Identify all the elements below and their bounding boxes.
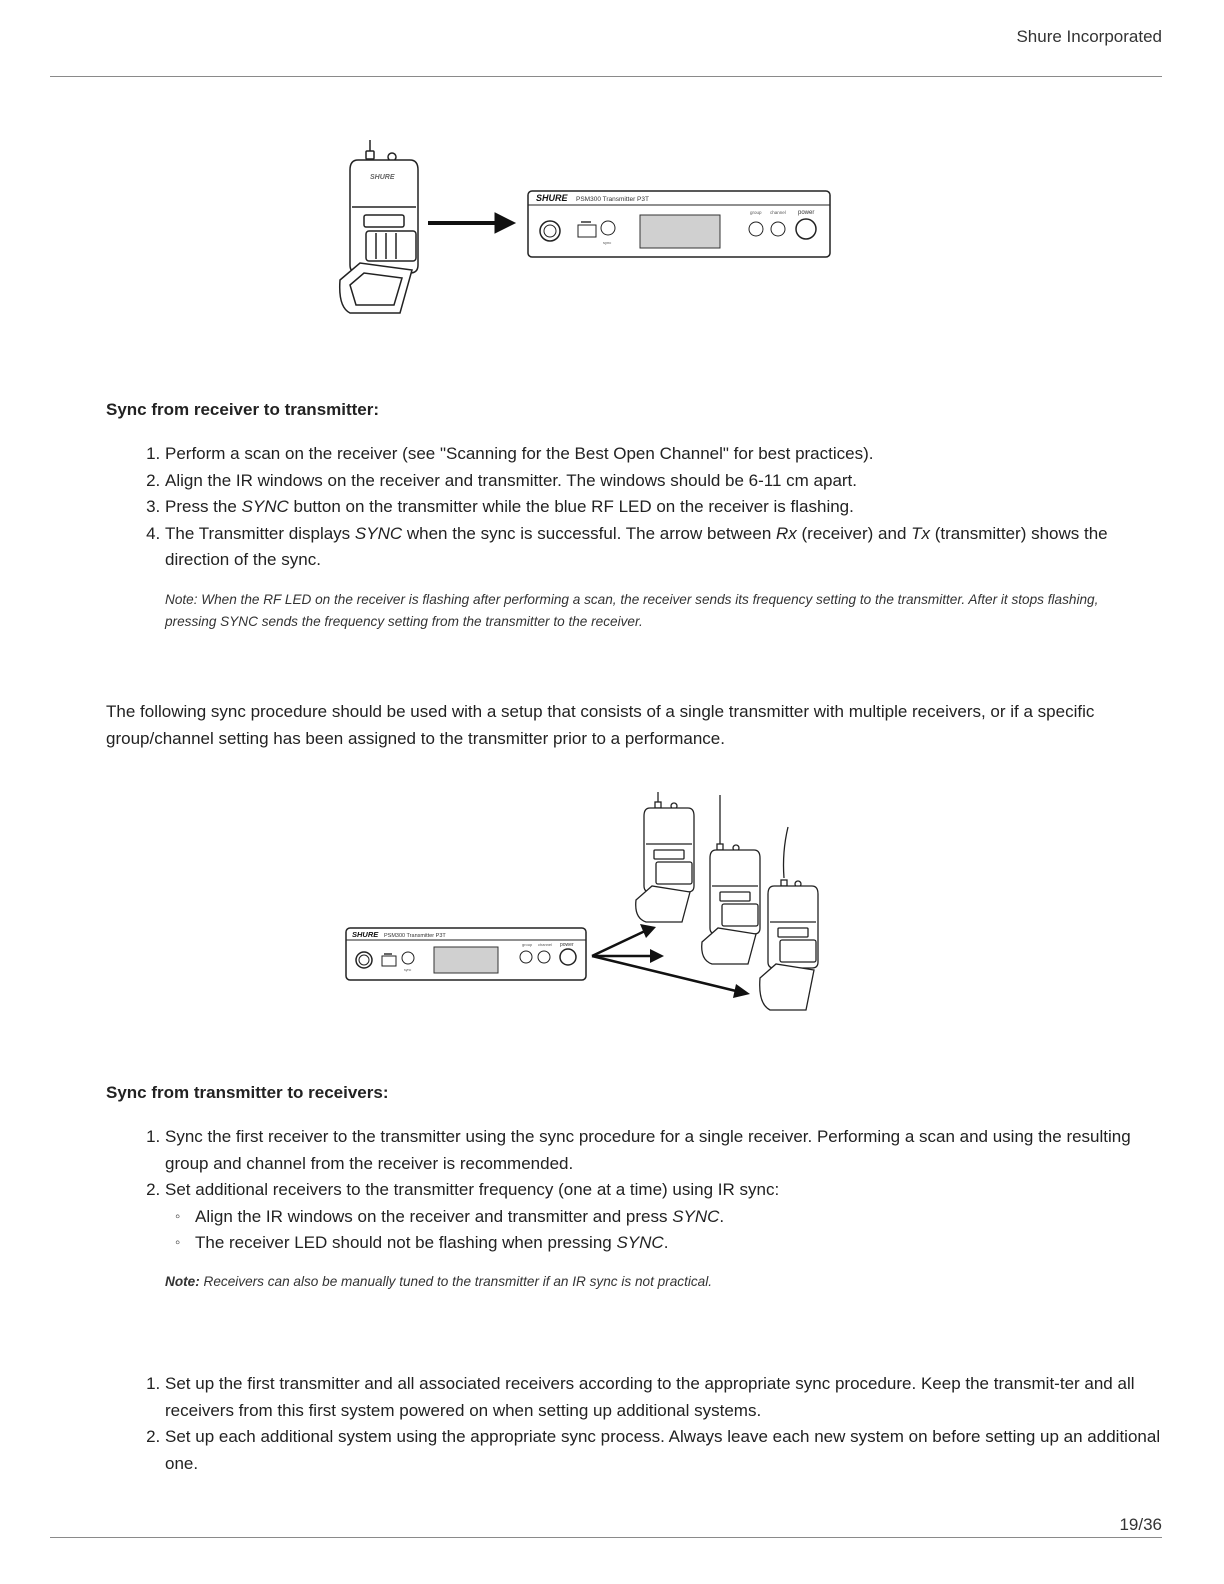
svg-text:PSM300 Transmitter P3T: PSM300 Transmitter P3T (384, 933, 446, 939)
bodypack-receiver-illustration (340, 140, 418, 313)
transmitter-illustration (528, 191, 830, 257)
steps-receiver-to-transmitter (106, 441, 1175, 574)
list-item: 4. The Transmitter displays SYNC when the sync is successful. The arrow between Rx (receiver) and Tx (transmitter) shows the direction of the sync. (165, 521, 1175, 574)
heading-sync-transmitter-to-receivers: Sync from transmitter to receivers: (106, 1083, 389, 1102)
bodypack-receiver-illustration (702, 795, 760, 964)
svg-text:PSM300 Transmitter P3T: PSM300 Transmitter P3T (576, 196, 649, 203)
svg-text:power: power (560, 942, 574, 948)
svg-text:SHURE: SHURE (370, 174, 395, 181)
list-item: 1. Set up the first transmitter and all associated receivers according to the appropriate sync procedure. Keep the transmit-ter and all receivers from this first system powered on when setting up additional systems. (165, 1371, 1175, 1424)
svg-text:power: power (798, 210, 815, 216)
bodypack-receiver-illustration (760, 827, 818, 1010)
list-item: 2. Set additional receivers to the transmitter frequency (one at a time) using IR sync: ◦ Align the IR windows on the receiver and transmitter and press SYNC. ◦ The receiver LED should not be flashing when pressing SYNC. (165, 1177, 1175, 1257)
sub-steps (165, 1204, 1175, 1257)
page-number: 19/36 (1119, 1515, 1162, 1534)
footer-rule (50, 1537, 1162, 1538)
intro-paragraph: The following sync procedure should be used with a setup that consists of a single transmitter with multiple receivers, or if a specific group/channel setting has been assigned to the transmitter prior to a performance. (106, 702, 1095, 748)
steps-multiple-systems (106, 1371, 1175, 1477)
list-item: ◦ The receiver LED should not be flashing when pressing SYNC. (173, 1230, 1175, 1257)
list-item: 2. Set up each additional system using the appropriate sync process. Always leave each new system on before setting up an additional one. (165, 1424, 1175, 1477)
figure-transmitter-to-receivers (340, 790, 830, 1020)
note-rf-led: Note: When the RF LED on the receiver is flashing after performing a scan, the receiver sends its frequency setting to the transmitter. After it stops flashing, pressing SYNC sends the frequency setting from the transmitter to the receiver. (165, 592, 1099, 629)
svg-text:sync: sync (603, 240, 612, 245)
note-manual-tuning: Note: Receivers can also be manually tuned to the transmitter if an IR sync is not practical. (165, 1274, 713, 1289)
list-item: 2. Align the IR windows on the receiver and transmitter. The windows should be 6-11 cm apart. (165, 468, 1175, 495)
svg-text:group: group (522, 942, 533, 947)
header-rule (50, 76, 1162, 77)
list-item: ◦ Align the IR windows on the receiver and transmitter and press SYNC. (173, 1204, 1175, 1231)
figure-receiver-to-transmitter (330, 135, 840, 320)
list-item: 1. Perform a scan on the receiver (see "Scanning for the Best Open Channel" for best practices). (165, 441, 1175, 468)
bodypack-receiver-illustration (636, 792, 694, 922)
list-item: 1. Sync the first receiver to the transmitter using the sync procedure for a single receiver. Performing a scan and using the resulting group and channel from the receiver is recommended. (165, 1124, 1175, 1177)
header-company: Shure Incorporated (1016, 27, 1162, 46)
svg-text:channel: channel (538, 942, 553, 947)
steps-transmitter-to-receivers (106, 1124, 1175, 1257)
svg-text:channel: channel (770, 210, 786, 215)
svg-text:group: group (750, 210, 762, 215)
sync-arrow (428, 213, 515, 233)
svg-text:SHURE: SHURE (536, 193, 568, 203)
svg-text:sync: sync (404, 968, 412, 972)
list-item: 3. Press the SYNC button on the transmitter while the blue RF LED on the receiver is flashing. (165, 494, 1175, 521)
heading-sync-receiver-to-transmitter: Sync from receiver to transmitter: (106, 400, 380, 419)
svg-text:SHURE: SHURE (352, 930, 379, 939)
transmitter-illustration (346, 928, 586, 980)
